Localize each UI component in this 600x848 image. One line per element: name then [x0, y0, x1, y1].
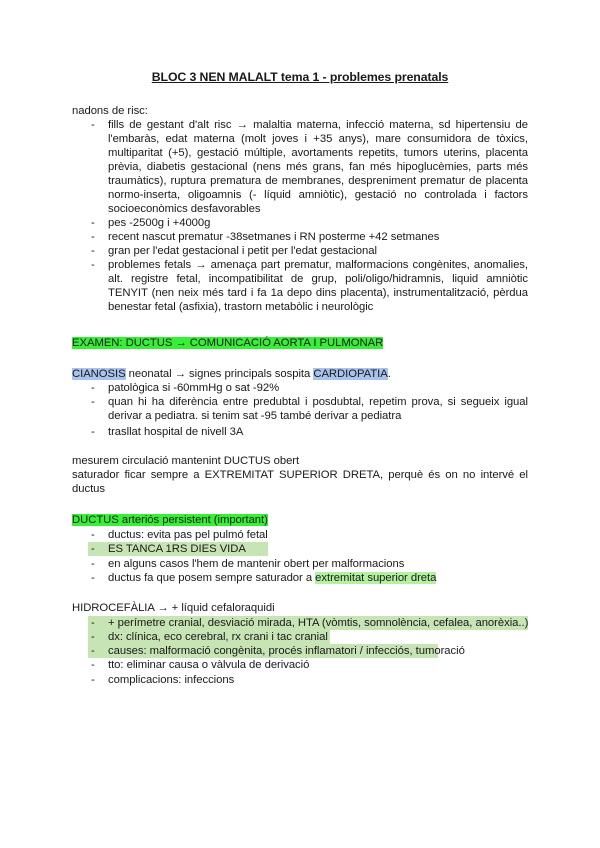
bullet-dash: -: [91, 617, 95, 629]
risk-item1-line: fills de gestant d'alt risc → malaltia materna, infecció materna, sd hipertensiu de: [108, 119, 528, 131]
risk-item1-line: multiparitat (+5), gestació múltiple, avortaments repetits, tumors uterins, placenta: [108, 147, 528, 159]
cyanosis-item2-line: derivar a pediatra. si tenim sat -95 també derivar a pediatra: [108, 410, 402, 422]
hydro-item3: causes: malformació congènita, procés inflamatori / infecciós, tumoració: [108, 645, 465, 657]
risk-item1-line: prèvia, diabetis gestacional (nens més grans, fan més hipoglucèmies, parts més: [108, 161, 528, 173]
bullet-dash: -: [91, 659, 95, 671]
ductus-item1: ductus: evita pas pel pulmó fetal: [108, 529, 268, 541]
cyanosis-item1: patològica si -60mmHg o sat -92%: [108, 382, 280, 394]
hydro-heading: HIDROCEFÀLIA → + líquid cefaloraquidi: [72, 602, 275, 614]
risk-item2: pes -2500g i +4000g: [108, 217, 211, 229]
cyanosis-item2-line: quan hi ha diferència entre predubtal i posdubtal, repetim prova, si segueix igual: [108, 396, 528, 408]
cyanosis-intro: neonatal → signes principals sospita: [125, 368, 314, 380]
cardiopathy-term: CARDIOPATIA: [313, 368, 388, 380]
risk-item4: gran per l'edat gestacional i petit per l'edat gestacional: [108, 245, 377, 257]
risk-item1-line: traumàtics), ruptura prematura de membranes, despreniment prematur de placenta: [108, 175, 528, 187]
bullet-dash: -: [91, 631, 95, 643]
ductus-heading: [72, 513, 268, 527]
cyanosis-item3: trasllat hospital de nivell 3A: [108, 426, 244, 438]
exam-note: [72, 336, 383, 350]
bullet-dash: -: [91, 231, 95, 243]
monitor-line1: mesurem circulació mantenint DUCTUS obert: [72, 455, 300, 467]
bullet-dash: -: [91, 572, 95, 584]
bullet-dash: -: [91, 674, 95, 686]
risk-item1-line: normo-inserta, oligoamnis (- líquid amniòtic), gestació no controlada i factors: [108, 189, 528, 201]
monitor-line3: ductus: [72, 483, 105, 495]
ductus-item3: en alguns casos l'hem de mantenir obert per malformacions: [108, 558, 405, 570]
hydro-item2: dx: clínica, eco cerebral, rx crani i tac cranial: [108, 631, 328, 643]
ductus-item4-highlight: extremitat superior dreta: [315, 572, 437, 584]
monitor-line2: saturador ficar sempre a EXTREMITAT SUPERIOR DRETA, perquè és on no intervé el: [72, 469, 528, 481]
hydro-item5: complicacions: infeccions: [108, 674, 235, 686]
bullet-dash: -: [91, 558, 95, 570]
risk-item5-line: alt. registre fetal, incompatibilitat de grup, poli/oligo/hidramnis, liquid amniòtic: [108, 273, 528, 285]
bullet-dash: -: [91, 259, 95, 271]
bullet-dash: -: [91, 529, 95, 541]
bullet-dash: -: [91, 543, 95, 555]
cyanosis-term: CIANOSIS: [72, 368, 126, 380]
bullet-dash: -: [91, 217, 95, 229]
ductus-heading-highlight: DUCTUS arteriós persistent (important): [72, 514, 268, 526]
ductus-item2: ES TANCA 1RS DIES VIDA: [108, 543, 246, 555]
bullet-dash: -: [91, 396, 95, 408]
risk-item5-line: benestar fetal (asfixia), trastorn metabòlic i neurològic: [108, 301, 374, 313]
risk-item1-line: socioeconòmics desfavorables: [108, 203, 261, 215]
risk-item3: recent nascut prematur -38setmanes i RN posterme +42 setmanes: [108, 231, 440, 243]
bullet-dash: -: [91, 426, 95, 438]
exam-highlight: EXAMEN: DUCTUS → COMUNICACIÓ AORTA I PULMONAR: [72, 337, 384, 349]
hydro-item1: + perímetre cranial, desviació mirada, HTA (vòmtis, somnolència, cefalea, anorèxia..): [108, 617, 529, 629]
bullet-dash: -: [91, 382, 95, 394]
risk-item1-line: l'embaràs, edat materna (molt joves i +35 anys), mare consumidora de tòxics,: [108, 133, 528, 145]
ductus-item4: [108, 571, 436, 585]
ductus-item4-prefix: ductus fa que posem sempre saturador a: [108, 572, 316, 584]
bullet-dash: -: [91, 119, 95, 131]
cyanosis-end: .: [387, 368, 391, 380]
page-title: BLOC 3 NEN MALALT tema 1 - problemes prenatals: [151, 70, 449, 84]
risk-item5-line: TENYIT (nen neix més tard i fa 1a depo dins placenta), instrumentalització, pèrdua: [108, 287, 528, 299]
bullet-dash: -: [91, 245, 95, 257]
risk-heading: nadons de risc:: [72, 105, 148, 117]
bullet-dash: -: [91, 645, 95, 657]
cyanosis-heading: [72, 367, 391, 381]
hydro-item4: tto: eliminar causa o vàlvula de derivació: [108, 659, 310, 671]
risk-item5-line: problemes fetals → amenaça part prematur, malformacions congènites, anomalies,: [108, 259, 528, 271]
